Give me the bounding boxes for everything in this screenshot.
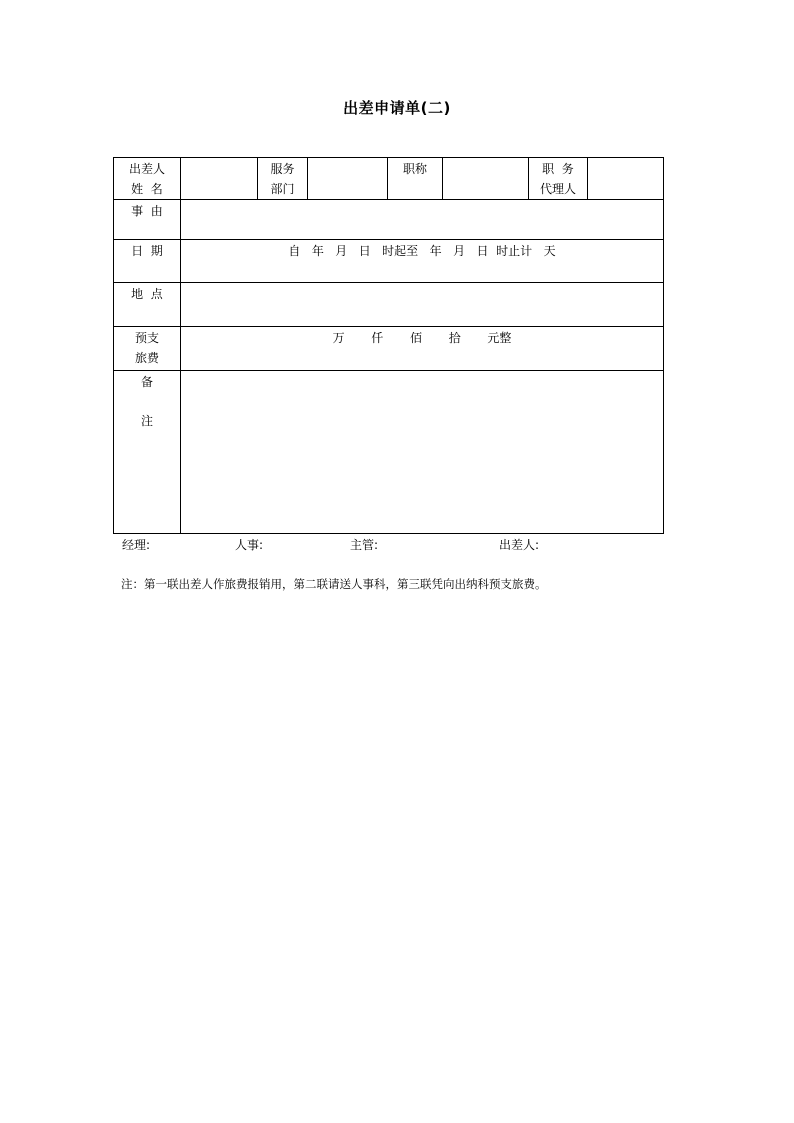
traveler-signature-label: 出差人: bbox=[499, 538, 540, 552]
service-department-label: 服务 部门 bbox=[258, 158, 308, 200]
travel-request-form bbox=[113, 157, 664, 534]
advance-amount-field[interactable]: 万 仟 佰 拾 元整 bbox=[181, 327, 664, 371]
reason-field[interactable] bbox=[181, 200, 664, 240]
form-row-place bbox=[114, 283, 664, 327]
form-row-advance bbox=[114, 327, 664, 371]
remarks-label: 备 注 bbox=[114, 371, 181, 534]
form-row-reason bbox=[114, 200, 664, 240]
date-range-field[interactable]: 自 年 月 日 时起至 年 月 日 时止计 天 bbox=[181, 240, 664, 283]
form-row-basic-info bbox=[114, 158, 664, 200]
deputy-label: 职 务 代理人 bbox=[529, 158, 588, 200]
traveler-name-label: 出差人 姓 名 bbox=[114, 158, 181, 200]
footnote: 注：第一联出差人作旅费报销用，第二联请送人事科，第三联凭向出纳科预支旅费。 bbox=[121, 577, 547, 591]
reason-label: 事 由 bbox=[114, 200, 181, 240]
place-field[interactable] bbox=[181, 283, 664, 327]
form-row-remarks bbox=[114, 371, 664, 534]
service-department-field[interactable] bbox=[308, 158, 388, 200]
job-title-field[interactable] bbox=[443, 158, 529, 200]
date-label: 日 期 bbox=[114, 240, 181, 283]
remarks-field[interactable] bbox=[181, 371, 664, 534]
hr-signature-label: 人事: bbox=[235, 538, 264, 552]
deputy-field[interactable] bbox=[588, 158, 664, 200]
traveler-name-field[interactable] bbox=[181, 158, 258, 200]
supervisor-signature-label: 主管: bbox=[350, 538, 379, 552]
page-title: 出差申请单(二) bbox=[343, 99, 451, 117]
form-row-date bbox=[114, 240, 664, 283]
place-label: 地 点 bbox=[114, 283, 181, 327]
advance-travel-fee-label: 预支 旅费 bbox=[114, 327, 181, 371]
manager-signature-label: 经理: bbox=[122, 538, 151, 552]
job-title-label: 职称 bbox=[388, 158, 443, 200]
